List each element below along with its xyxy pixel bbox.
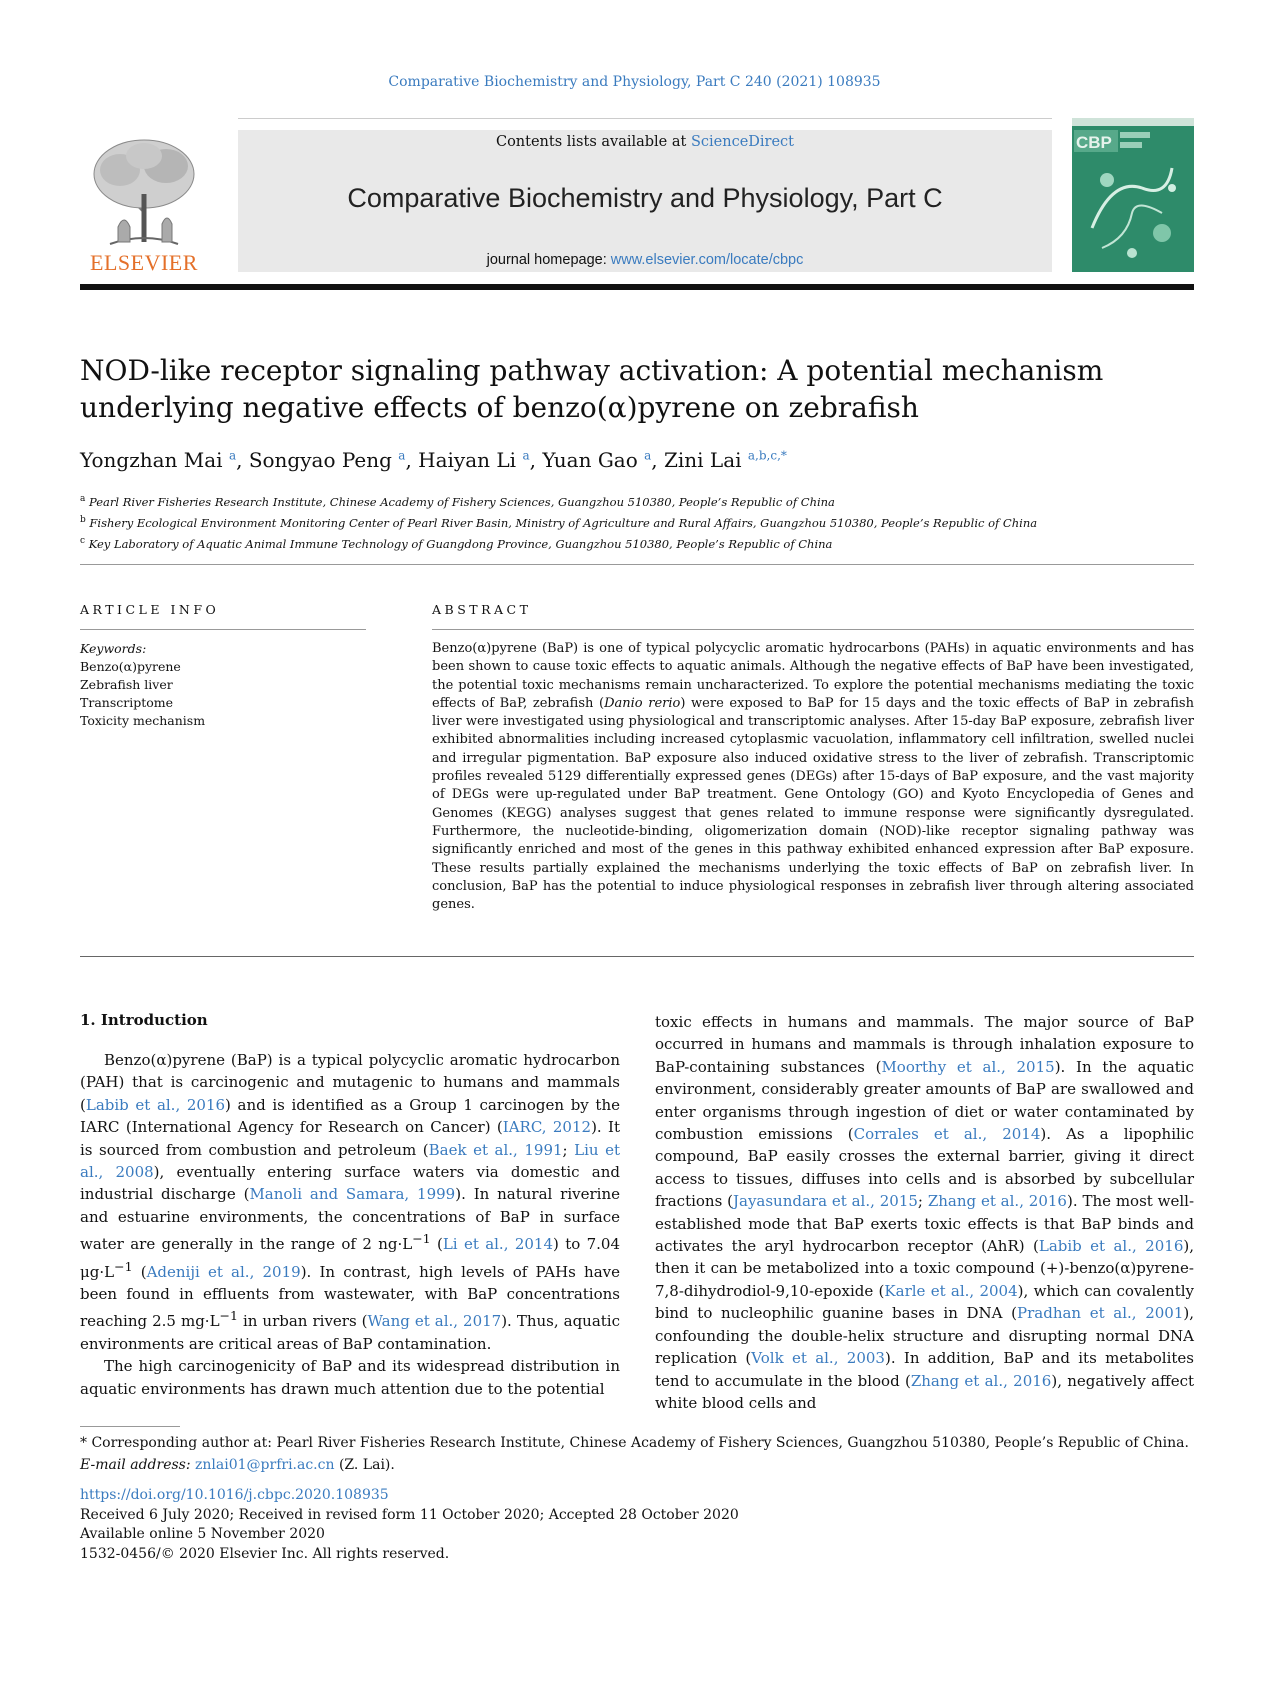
- citation-link[interactable]: Wang et al., 2017: [367, 1312, 502, 1331]
- body-text: ). It is sourced from combustion and petroleum (: [80, 1118, 620, 1159]
- author-affil-mark[interactable]: a: [522, 448, 530, 463]
- email-link[interactable]: znlai01@prfri.ac.cn: [195, 1457, 335, 1473]
- footnote: [80, 1432, 1194, 1476]
- email-line: E-mail address: znlai01@prfri.ac.cn (Z. Lai).: [80, 1457, 395, 1473]
- intro-paragraph-2: [80, 1355, 620, 1400]
- citation-link[interactable]: IARC, 2012: [502, 1118, 592, 1137]
- keywords-heading: Keywords:: [80, 641, 147, 656]
- author-list: Yongzhan Mai $^a$, Songyao Peng $^a$, Haiyan Li $^a$, Yuan Gao $^a$, Zini Lai $^{a,b,c,*}$: [80, 448, 787, 472]
- body-text: The high carcinogenicity of BaP and its widespread distribution in aquatic environments has drawn much attention due to the potential: [80, 1357, 620, 1398]
- journal-title: Comparative Biochemistry and Physiology, Part C: [347, 183, 943, 213]
- citation-link[interactable]: Pradhan et al., 2001: [1017, 1304, 1184, 1323]
- copyright: 1532-0456/© 2020 Elsevier Inc. All rights reserved.: [80, 1545, 450, 1562]
- body-text: toxic effects in humans and mammals. The major source of BaP occurred in humans and mammals is through inhalation exposure to BaP-containing substances (: [655, 1013, 1194, 1076]
- body-column-left: [80, 1049, 620, 1400]
- citation-link[interactable]: Zhang et al., 2016: [910, 1371, 1052, 1390]
- keyword: Toxicity mechanism: [80, 713, 206, 728]
- journal-cover-thumbnail[interactable]: [1072, 118, 1194, 272]
- body-text: Benzo(α)pyrene (BaP) is a typical polycyclic aromatic hydrocarbon (PAH) that is carcinogenic and mutagenic to humans and mammals (: [80, 1051, 620, 1114]
- header-divider: [238, 118, 1052, 119]
- body-text: in urban rivers (: [237, 1312, 368, 1331]
- journal-reference[interactable]: Comparative Biochemistry and Physiology, Part C 240 (2021) 108935: [388, 74, 881, 90]
- citation-link[interactable]: Moorthy et al., 2015: [881, 1057, 1055, 1076]
- homepage-prefix: journal homepage:: [486, 252, 611, 268]
- body-text: ), eventually entering surface waters via domestic and industrial discharge (: [80, 1163, 620, 1204]
- keyword: Benzo(α)pyrene: [80, 659, 181, 674]
- affiliation-divider: [80, 564, 1194, 565]
- body-text: ). In natural riverine and estuarine environments, the concentrations of BaP in surface water are generally in the range of 2 ng·L: [80, 1185, 620, 1254]
- author-name[interactable]: Zini Lai: [664, 448, 742, 472]
- citation-link[interactable]: Corrales et al., 2014: [853, 1125, 1041, 1144]
- author-affil-mark[interactable]: a: [398, 448, 406, 463]
- author-name[interactable]: Yongzhan Mai: [80, 448, 223, 472]
- author-name[interactable]: Songyao Peng: [248, 448, 392, 472]
- author-name[interactable]: Yuan Gao: [542, 448, 638, 472]
- corresponding-author-note: * Corresponding author at: Pearl River Fisheries Research Institute, Chinese Academy of Fishery Sciences, Guangzhou 510380, People’s Republic of China.: [80, 1435, 1189, 1451]
- body-text: ). In contrast, high levels of PAHs have been found in effluents from wastewater, with BaP concentrations reaching 2.5 mg·L: [80, 1262, 621, 1331]
- body-text: ). In addition, BaP and its metabolites tend to accumulate in the blood (: [655, 1349, 1194, 1390]
- affiliation-c: $^c$ Key Laboratory of Aquatic Animal Immune Technology of Guangdong Province, Guangzhou 510380, People’s Republic of China: [80, 535, 833, 551]
- citation-link[interactable]: Liu et al., 2008: [80, 1140, 621, 1182]
- body-text: ;: [562, 1140, 575, 1159]
- body-text: ), which can covalently bind to nucleophilic guanine bases in DNA (: [655, 1281, 1195, 1323]
- keyword: Zebrafish liver: [80, 677, 173, 692]
- citation-link[interactable]: Baek et al., 1991: [428, 1140, 563, 1159]
- body-text: ). Thus, aquatic environments are critical areas of BaP contamination.: [80, 1312, 620, 1353]
- body-text: (: [430, 1235, 443, 1254]
- citation-link[interactable]: Karle et al., 2004: [884, 1281, 1018, 1300]
- header-thick-rule: [80, 284, 1194, 290]
- sciencedirect-link[interactable]: ScienceDirect: [690, 134, 795, 150]
- keyword: Transcriptome: [80, 695, 174, 710]
- homepage-link[interactable]: www.elsevier.com/locate/cbpc: [610, 252, 804, 268]
- citation-link[interactable]: Labib et al., 2016: [85, 1095, 226, 1114]
- section-heading: 1. Introduction: [80, 1011, 208, 1029]
- body-text: (: [132, 1262, 147, 1281]
- body-text: ;: [917, 1192, 928, 1211]
- author-affil-mark[interactable]: a,b,c,*: [747, 448, 787, 463]
- body-column-right: [655, 1011, 1194, 1414]
- species-name: Danio rerio: [604, 695, 681, 711]
- superscript: −1: [412, 1231, 431, 1247]
- author-name[interactable]: Haiyan Li: [418, 448, 517, 472]
- citation-link[interactable]: Li et al., 2014: [442, 1235, 553, 1254]
- abstract-text: Benzo(α)pyrene (BaP) is one of typical polycyclic aromatic hydrocarbons (PAHs) in aquatic environments and has been shown to cause toxic effects to aquatic animals. Although the negative effects of BaP have been investigated, the potential toxic mechanisms remain uncharacterized. To explore the potential mechanisms mediating the toxic effects of BaP, zebrafish (Danio rerio) were exposed to BaP for 15 days and the toxic effects of BaP in zebrafish liver were investigated using physiological and transcriptomic analyses. After 15-day BaP exposure, zebrafish liver exhibited abnormalities including increased cytoplasmic vacuolation, inflammatory cell infiltration, swelled nuclei and irregular pigmentation. BaP exposure also induced oxidative stress to the liver of zebrafish. Transcriptomic profiles revealed 5129 differentially expressed genes (DEGs) after 15-days of BaP exposure, and the vast majority of DEGs were up-regulated under BaP treatment. Gene Ontology (GO) and Kyoto Encyclopedia of Genes and Genomes (KEGG) analyses suggest that genes related to immune response were significantly dysregulated. Furthermore, the nucleotide-binding, oligomerization domain (NOD)-like receptor signaling pathway was significantly enriched and most of the genes in this pathway exhibited enhanced expression after BaP exposure. These results partially explained the mechanisms underlying the toxic effects of BaP on zebrafish liver. In conclusion, BaP has the potential to induce physiological responses in zebrafish liver through altering associated genes.: [432, 641, 1194, 913]
- body-text: ). In the aquatic environment, considerably greater amounts of BaP are swallowed and enter organisms through ingestion of diet or water contaminated by combustion emissions (: [655, 1057, 1194, 1144]
- article-info-label: ARTICLE INFO: [80, 602, 220, 617]
- citation-link[interactable]: Zhang et al., 2016: [927, 1192, 1067, 1211]
- affiliations: [80, 490, 1037, 552]
- homepage-line: [238, 252, 1052, 268]
- cover-abbrev: CBP: [1076, 133, 1112, 152]
- citation-link[interactable]: Jayasundara et al., 2015: [732, 1192, 918, 1211]
- body-text: ). As a lipophilic compound, BaP easily crosses the external barrier, giving it direct access to tissues, diffuses into cells and is absorbed by subcellular fractions (: [655, 1125, 1194, 1211]
- abstract-divider: [80, 956, 1194, 957]
- article-title: NOD-like receptor signaling pathway activation: A potential mechanism underlying negative effects of benzo(α)pyrene on zebrafish: [80, 354, 1104, 424]
- abstract-label: ABSTRACT: [432, 602, 532, 617]
- article-info-rule: [80, 629, 366, 630]
- body-text: ), negatively affect white blood cells and: [655, 1371, 1194, 1412]
- intro-paragraph-1: [80, 1049, 620, 1355]
- doi-link[interactable]: https://doi.org/10.1016/j.cbpc.2020.108935: [80, 1487, 389, 1503]
- body-text: ), confounding the double-helix structure and disrupting normal DNA replication (: [655, 1304, 1194, 1368]
- citation-link[interactable]: Volk et al., 2003: [751, 1349, 885, 1368]
- keywords-block: [80, 640, 205, 730]
- contents-line: [238, 134, 1052, 150]
- body-text: ), then it can be metabolized into a toxic compound (+)-benzo(α)pyrene-7,8-dihydrodiol-9,10-epoxide (: [655, 1237, 1194, 1300]
- body-text: ) to 7.04 μg·L: [80, 1235, 620, 1281]
- footnote-rule: [80, 1426, 180, 1427]
- citation-link[interactable]: Manoli and Samara, 1999: [249, 1185, 456, 1204]
- body-text: ). The most well-established mode that BaP exerts toxic effects is that BaP binds and activates the aryl hydrocarbon receptor (AhR) (: [655, 1192, 1195, 1256]
- author-affil-mark[interactable]: a: [644, 448, 652, 463]
- superscript: −1: [114, 1258, 133, 1274]
- elsevier-wordmark: ELSEVIER: [90, 250, 198, 275]
- author-affil-mark[interactable]: a: [228, 448, 237, 463]
- intro-paragraph-2-cont: [655, 1011, 1194, 1414]
- online-date: Available online 5 November 2020: [80, 1526, 325, 1542]
- history: Received 6 July 2020; Received in revised form 11 October 2020; Accepted 28 October 2020: [80, 1506, 739, 1523]
- affiliation-a: $^a$ Pearl River Fisheries Research Institute, Chinese Academy of Fishery Sciences, Guangzhou 510380, People’s Republic of China: [80, 494, 835, 509]
- body-text: ) and is identified as a Group 1 carcinogen by the IARC (International Agency for Research on Cancer) (: [80, 1095, 620, 1137]
- citation-link[interactable]: Adeniji et al., 2019: [146, 1262, 301, 1281]
- publication-info: [80, 1486, 739, 1564]
- citation-link[interactable]: Labib et al., 2016: [1038, 1237, 1184, 1256]
- superscript: −1: [219, 1308, 238, 1324]
- contents-prefix: Contents lists available at: [495, 134, 691, 150]
- abstract-rule: [432, 629, 1194, 630]
- affiliation-b: $^b$ Fishery Ecological Environment Monitoring Center of Pearl River Basin, Ministry of Agriculture and Rural Affairs, Guangzhou 510380, People’s Republic of China: [80, 514, 1038, 530]
